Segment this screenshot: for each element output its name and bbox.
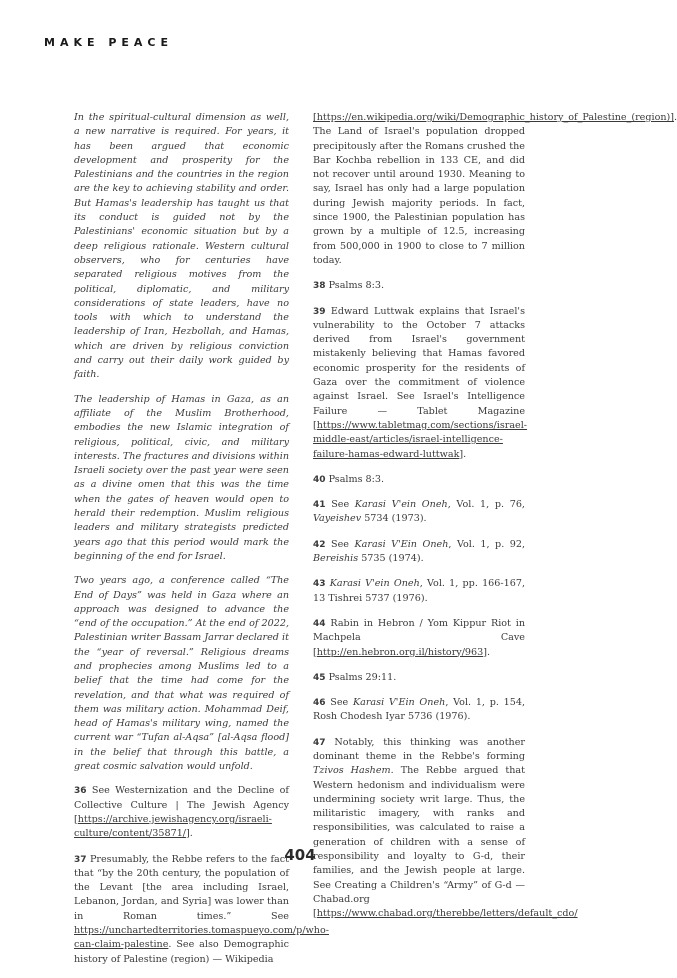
footnote-number: 46 bbox=[313, 698, 326, 709]
footnote-38 bbox=[313, 279, 525, 293]
footnote-text: See bbox=[325, 499, 355, 511]
footnote-text: Psalms 8:3. bbox=[325, 280, 385, 292]
page-number: 404 bbox=[284, 846, 316, 864]
footnote-text: , Vol. 1, p. 92, bbox=[448, 538, 526, 550]
footnote-number: 44 bbox=[313, 618, 326, 629]
footnote-link[interactable]: https://www.chabad.org/therebbe/letters/default_cdo/ bbox=[316, 908, 578, 920]
program-name: Tzivos Hashem bbox=[313, 765, 391, 777]
footnote-text: Notably, this thinking was another dominant theme in the Rebbe's forming bbox=[313, 736, 525, 762]
footnote-text-end: 5735 (1974). bbox=[358, 553, 424, 565]
footnote-text: Presumably, the Rebbe refers to the fact that “by the 20th century, the population of the Levant [the area including Israel, Lebanon, Jordan, and Syria] was lower than in Roman times.” See bbox=[74, 853, 289, 922]
footnote-text-end: ]. bbox=[483, 646, 491, 658]
footnote-link[interactable]: https://unchartedterritories.tomaspueyo.com/p/who-can-claim-palestine bbox=[74, 925, 329, 951]
footnote-text: Psalms 8:3. bbox=[325, 473, 385, 485]
footnote-number: 38 bbox=[313, 281, 326, 292]
footnote-text: See bbox=[325, 697, 353, 709]
body-paragraph-1: In the spiritual-cultural dimension as well, a new narrative is required. For years, it has been argued that economic development and prosperity for the Palestinians and the countries in the region are the key to achieving stability and order. But Hamas's leadership has taught us that its conduct is guided not by the Palestinians' economic situation but by a deep religious rationale. Western cultural observers, who for centuries have separated religious motives from the political, diplomatic, and military considerations of state leaders, have no tools with which to understand the leadership of Iran, Hezbollah, and Hamas, which are driven by religious conviction and carry out their daily work guided by faith. bbox=[74, 112, 289, 381]
footnote-text: Edward Luttwak explains that Israel's vulnerability to the October 7 attacks derived from Israel's government mistakenly believing that Hamas favored economic prosperity for the residents of Gaza over the commitment of violence against Israel. See Israel's Intelligence Failure — Tablet Magazine [ bbox=[313, 305, 525, 431]
footnote-number: 39 bbox=[313, 306, 326, 317]
footnote-47 bbox=[313, 736, 578, 922]
footnote-text-end: . See also Demographic history of Palestine (region) — Wikipedia bbox=[74, 939, 289, 965]
footnote-number: 45 bbox=[313, 672, 326, 683]
footnote-number: 47 bbox=[313, 737, 326, 748]
book-title: Karasi V'Ein Oneh bbox=[354, 538, 449, 550]
footnote-44 bbox=[313, 617, 525, 660]
footnote-number: 37 bbox=[74, 854, 87, 865]
footnote-number: 40 bbox=[313, 474, 326, 485]
footnote-number: 42 bbox=[313, 539, 326, 550]
footnote-42 bbox=[313, 538, 525, 567]
footnote-text: Rabin in Hebron / Yom Kippur Riot in Machpela Cave [ bbox=[313, 617, 525, 658]
footnote-text: See Westernization and the Decline of Collective Culture | The Jewish Agency [ bbox=[74, 785, 289, 825]
footnote-link[interactable]: https://www.tabletmag.com/sections/israel-middle-east/articles/israel-intelligence-failure-hamas-edward-luttwak bbox=[313, 419, 528, 460]
footnote-40 bbox=[313, 473, 525, 487]
footnote-link[interactable]: http://en.hebron.org.il/history/963 bbox=[316, 646, 484, 658]
footnote-text: Psalms 29:11. bbox=[325, 671, 397, 683]
footnote-text: . The Rebbe argued that Western hedonism and individualism were undermining society writ large. Thus, the militaristic imagery, with ranks and responsibilities, was calculated to raise a generation of children with a sense of responsibility and loyalty to G-d, their families, and the Jewish people at large. See Creating a Children's “Army” of G-d — Chabad.org [ bbox=[313, 765, 525, 920]
footnote-text: . The Land of Israel's population dropped precipitously after the Romans crushed the Bar Kochba rebellion in 133 CE, and did not recover until around 1930. Meaning to say, Israel has only had a large population during Jewish majority periods. In fact, since 1900, the Palestinian population has grown by a multiple of 12.5, increasing from 500,000 in 1900 to close to 7 million today. bbox=[313, 112, 677, 266]
footnote-number: 36 bbox=[74, 786, 87, 797]
running-header: MAKE PEACE bbox=[44, 36, 174, 49]
footnote-46 bbox=[313, 696, 525, 725]
footnote-41 bbox=[313, 498, 525, 527]
footnote-text-end: , Vol. 1, p. 154, Rosh Chodesh Iyar 5736 (1976). bbox=[313, 697, 526, 723]
book-title: Karasi V'ein Oneh bbox=[325, 578, 420, 590]
footnote-43 bbox=[313, 577, 525, 606]
body-paragraph-2: The leadership of Hamas in Gaza, as an affiliate of the Muslim Brotherhood, embodies the new Islamic integration of religious, political, civic, and military interests. The fractures and divisions within Israeli society over the past year were seen as a divine omen that this was the time when the gates of heaven would open to herald their redemption. Muslim religious leaders and military strategists predicted years ago that this period would mark the beginning of the end for Israel. bbox=[74, 393, 289, 562]
book-title: Karasi V'ein Oneh bbox=[354, 499, 448, 511]
footnote-37-continued bbox=[313, 111, 677, 268]
footnote-text: See bbox=[325, 538, 355, 550]
footnote-45 bbox=[313, 671, 525, 685]
footnote-text-end: ]. bbox=[186, 828, 193, 840]
footnote-link[interactable]: https://archive.jewishagency.org/israeli-culture/content/35871/ bbox=[74, 813, 272, 840]
footnote-text-end: ]. bbox=[459, 448, 467, 460]
book-title: Karasi V'Ein Oneh bbox=[352, 697, 446, 709]
footnote-number: 43 bbox=[313, 579, 326, 590]
parsha-name: Vayeishev bbox=[313, 513, 362, 525]
footnote-text-end: , Vol. 1, pp. 166-167, 13 Tishrei 5737 (1976). bbox=[313, 578, 525, 604]
footnote-text-end: 5734 (1973). bbox=[361, 513, 427, 525]
footnote-text: , Vol. 1, p. 76, bbox=[447, 499, 525, 511]
footnote-number: 41 bbox=[313, 500, 326, 511]
footnote-36 bbox=[74, 784, 289, 841]
footnote-39 bbox=[313, 305, 528, 462]
body-paragraph-3: Two years ago, a conference called “The End of Days” was held in Gaza where an approach was designed to advance the “end of the occupation.” At the end of 2022, Palestinian writer Bassam Jarrar declared it the “year of reversal.” Religious dreams and prophecies among Muslims led to a belief that the time had come for the revelation, and that what was required of them was military action. Mohammad Deif, head of Hamas's military wing, named the current war “Tufan al-Aqsa” [al-Aqsa flood] in the belief that through this battle, a great cosmic salvation would unfold. bbox=[74, 575, 289, 773]
footnote-link[interactable]: [https://en.wikipedia.org/wiki/Demographic_history_of_Palestine_(region)] bbox=[313, 112, 675, 123]
parsha-name: Bereishis bbox=[313, 553, 359, 565]
right-column bbox=[313, 111, 677, 933]
